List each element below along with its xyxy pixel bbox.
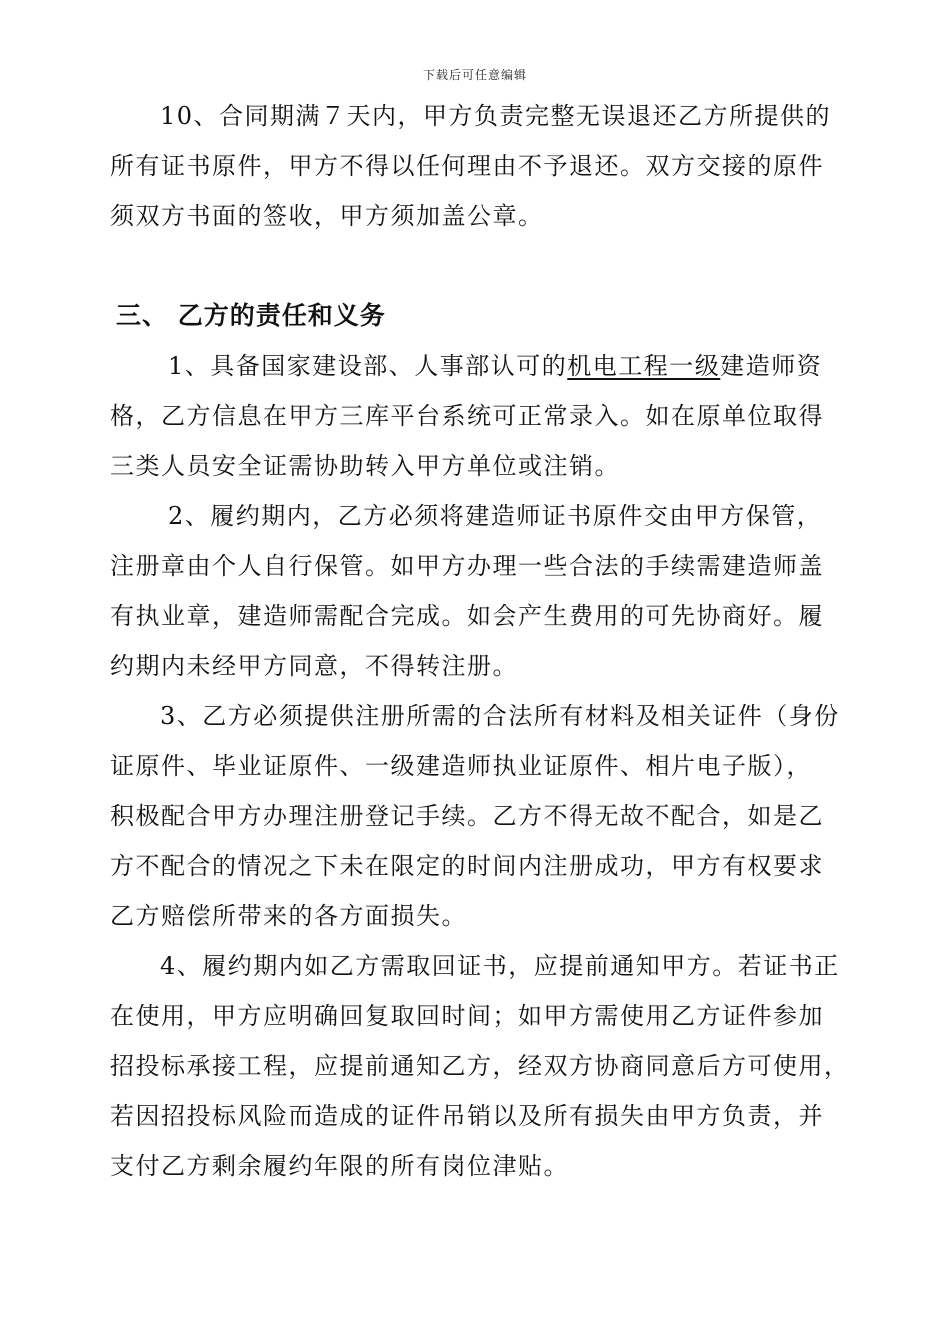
s3-item3-line4: 方不配合的情况之下未在限定的时间内注册成功，甲方有权要求: [110, 852, 824, 880]
s3-item1-line3: 三类人员安全证需协助转入甲方单位或注销。: [110, 452, 620, 480]
item10-line1: 10、合同期满７天内，甲方负责完整无误退还乙方所提供的: [160, 102, 832, 130]
s3-item4-line3: 招投标承接工程，应提前通知乙方，经双方协商同意后方可使用，: [110, 1052, 850, 1080]
s3-item1-line1-post: 建造师资: [720, 352, 823, 380]
s3-item1-underlined-qualification: 机电工程一级: [567, 352, 721, 380]
s3-item4-line2: 在使用，甲方应明确回复取回时间；如甲方需使用乙方证件参加: [110, 1002, 824, 1030]
s3-item3-line3: 积极配合甲方办理注册登记手续。乙方不得无故不配合，如是乙: [110, 802, 824, 830]
s3-item1-line1: [168, 350, 822, 382]
s3-item1-line2: 格，乙方信息在甲方三库平台系统可正常录入。如在原单位取得: [110, 402, 824, 430]
s3-item4-line5: 支付乙方剩余履约年限的所有岗位津贴。: [110, 1152, 569, 1180]
s3-item2-line2: 注册章由个人自行保管。如甲方办理一些合法的手续需建造师盖: [110, 552, 824, 580]
item10-line3: 须双方书面的签收，甲方须加盖公章。: [110, 202, 544, 230]
s3-item2-line4: 约期内未经甲方同意，不得转注册。: [110, 652, 518, 680]
s3-item2-line1: 2、履约期内，乙方必须将建造师证书原件交由甲方保管，: [168, 502, 823, 530]
s3-item3-line5: 乙方赔偿所带来的各方面损失。: [110, 902, 467, 930]
s3-item4-line4: 若因招投标风险而造成的证件吊销以及所有损失由甲方负责，并: [110, 1102, 824, 1130]
item10-line2: 所有证书原件，甲方不得以任何理由不予退还。双方交接的原件: [110, 152, 824, 180]
s3-item1-line1-pre: 1、具备国家建设部、人事部认可的: [168, 352, 568, 380]
s3-item2-line3: 有执业章，建造师需配合完成。如会产生费用的可先协商好。履: [110, 602, 824, 630]
section-3-title: 三、 乙方的责任和义务: [116, 301, 386, 330]
s3-item4-line1: 4、履约期内如乙方需取回证书，应提前通知甲方。若证书正: [160, 952, 840, 980]
s3-item3-line1: 3、乙方必须提供注册所需的合法所有材料及相关证件（身份: [160, 702, 840, 730]
page-header-note: 下载后可任意编辑: [422, 68, 527, 82]
s3-item3-line2: 证原件、毕业证原件、一级建造师执业证原件、相片电子版），: [110, 752, 812, 780]
